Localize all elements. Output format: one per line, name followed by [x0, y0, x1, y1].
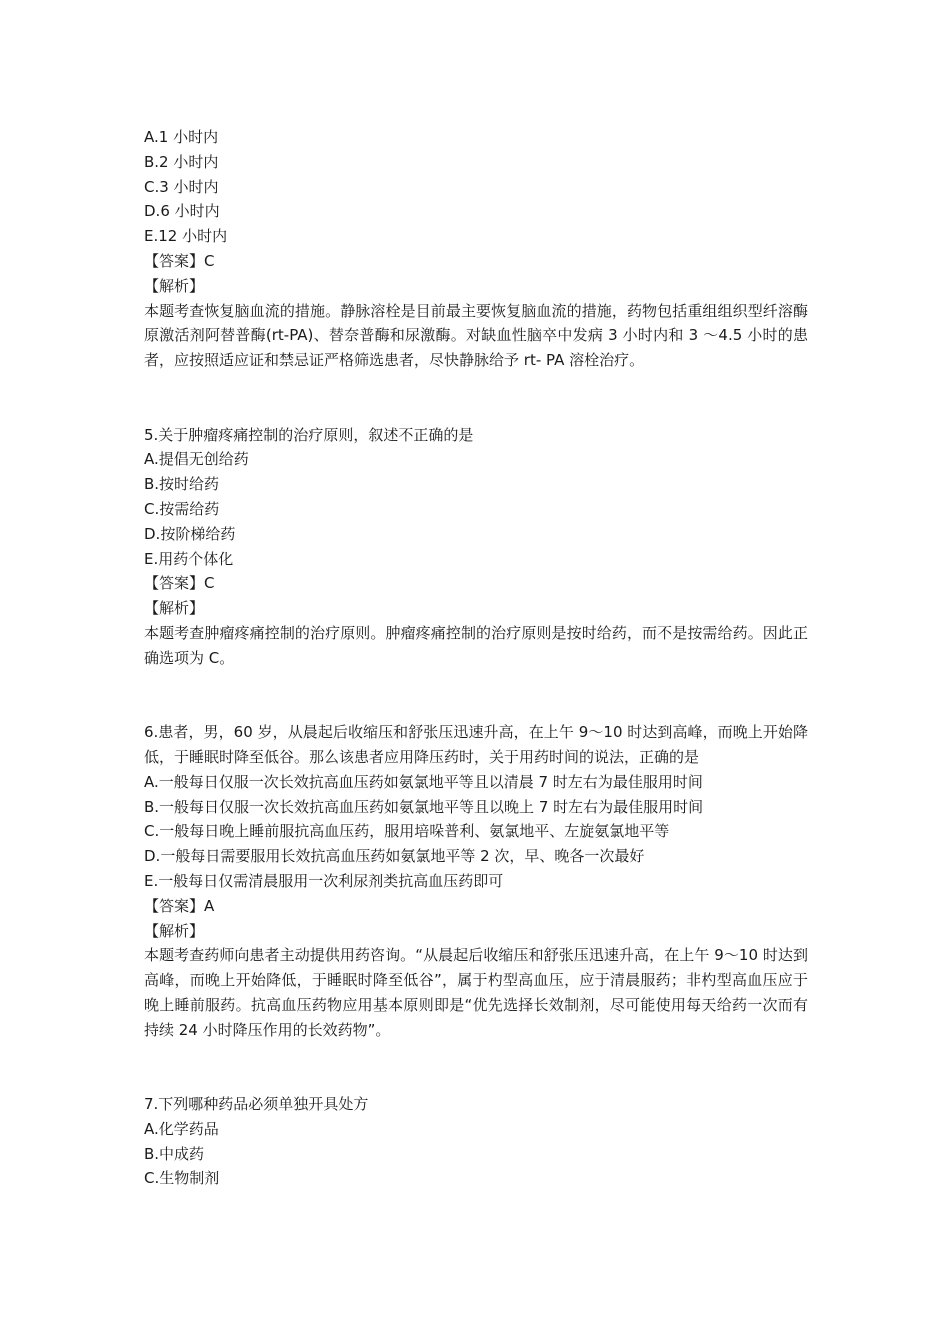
option-c: C.一般每日晚上睡前服抗高血压药，服用培哚普利、氨氯地平、左旋氨氯地平等	[144, 822, 670, 841]
question-text: 6.患者，男，60 岁，从晨起后收缩压和舒张压迅速升高，在上午 9～10 时达到高峰，而晚上开始降低，于睡眠时降至低谷。那么该患者应用降压药时，关于用药时间的说法，正确的是	[144, 723, 808, 766]
option-e: E.一般每日仅需清晨服用一次利尿剂类抗高血压药即可	[144, 871, 504, 890]
spacer	[144, 671, 808, 721]
document-page	[144, 125, 808, 1191]
analysis-text: 本题考查肿瘤疼痛控制的治疗原则。肿瘤疼痛控制的治疗原则是按时给药，而不是按需给药。因此正确选项为 C。	[144, 623, 808, 667]
option-c: C.生物制剂	[144, 1169, 220, 1188]
option-c: C.按需给药	[144, 499, 220, 518]
question-4	[144, 125, 808, 373]
option-d: D.一般每日需要服用长效抗高血压药如氨氯地平等 2 次，早、晚各一次最好	[144, 847, 645, 866]
option-a: A.提倡无创给药	[144, 450, 249, 469]
option-a: A.一般每日仅服一次长效抗高血压药如氨氯地平等且以清晨 7 时左右为最佳服用时间	[144, 772, 703, 791]
spacer	[144, 1042, 808, 1092]
analysis-label: 【解析】	[144, 921, 205, 940]
option-b: B.按时给药	[144, 475, 220, 494]
option-a: A.1 小时内	[144, 128, 219, 146]
analysis-text: 本题考查药师向患者主动提供用药咨询。“从晨起后收缩压和舒张压迅速升高，在上午 9～10 时达到高峰，而晚上开始降低，于睡眠时降至低谷”，属于杓型高血压，应于清晨服药；非杓型高血压应于晚上睡前服药。抗高血压药物应用基本原则即是“优先选择长效制剂，尽可能使用每天给药一次而有持续 24 小时降压作用的长效药物”。	[144, 946, 808, 1039]
option-d: D.按阶梯给药	[144, 524, 236, 543]
question-text: 5.关于肿瘤疼痛控制的治疗原则，叙述不正确的是	[144, 425, 474, 444]
question-6	[144, 720, 808, 1042]
answer: 【答案】C	[144, 574, 215, 593]
option-a: A.化学药品	[144, 1119, 219, 1138]
analysis-text: 本题考查恢复脑血流的措施。静脉溶栓是目前最主要恢复脑血流的措施，药物包括重组组织型纤溶酶原激活剂阿替普酶(rt-PA)、替奈普酶和尿激酶。对缺血性脑卒中发病 3 小时内和 3 ～4.5 小时的患者，应按照适应证和禁忌证严格筛选患者，尽快静脉给予 rt- PA 溶栓治疗。	[144, 301, 808, 370]
analysis-label: 【解析】	[144, 599, 205, 618]
option-c: C.3 小时内	[144, 177, 219, 196]
question-text: 7.下列哪种药品必须单独开具处方	[144, 1095, 369, 1114]
option-e: E.12 小时内	[144, 227, 228, 246]
analysis-label: 【解析】	[144, 276, 205, 295]
option-d: D.6 小时内	[144, 202, 220, 221]
question-5	[144, 423, 808, 671]
option-e: E.用药个体化	[144, 549, 234, 568]
answer: 【答案】C	[144, 251, 215, 270]
spacer	[144, 373, 808, 423]
option-b: B.一般每日仅服一次长效抗高血压药如氨氯地平等且以晚上 7 时左右为最佳服用时间	[144, 797, 704, 816]
answer: 【答案】A	[144, 896, 215, 915]
option-b: B.2 小时内	[144, 152, 219, 171]
question-7	[144, 1092, 808, 1191]
option-b: B.中成药	[144, 1144, 205, 1163]
